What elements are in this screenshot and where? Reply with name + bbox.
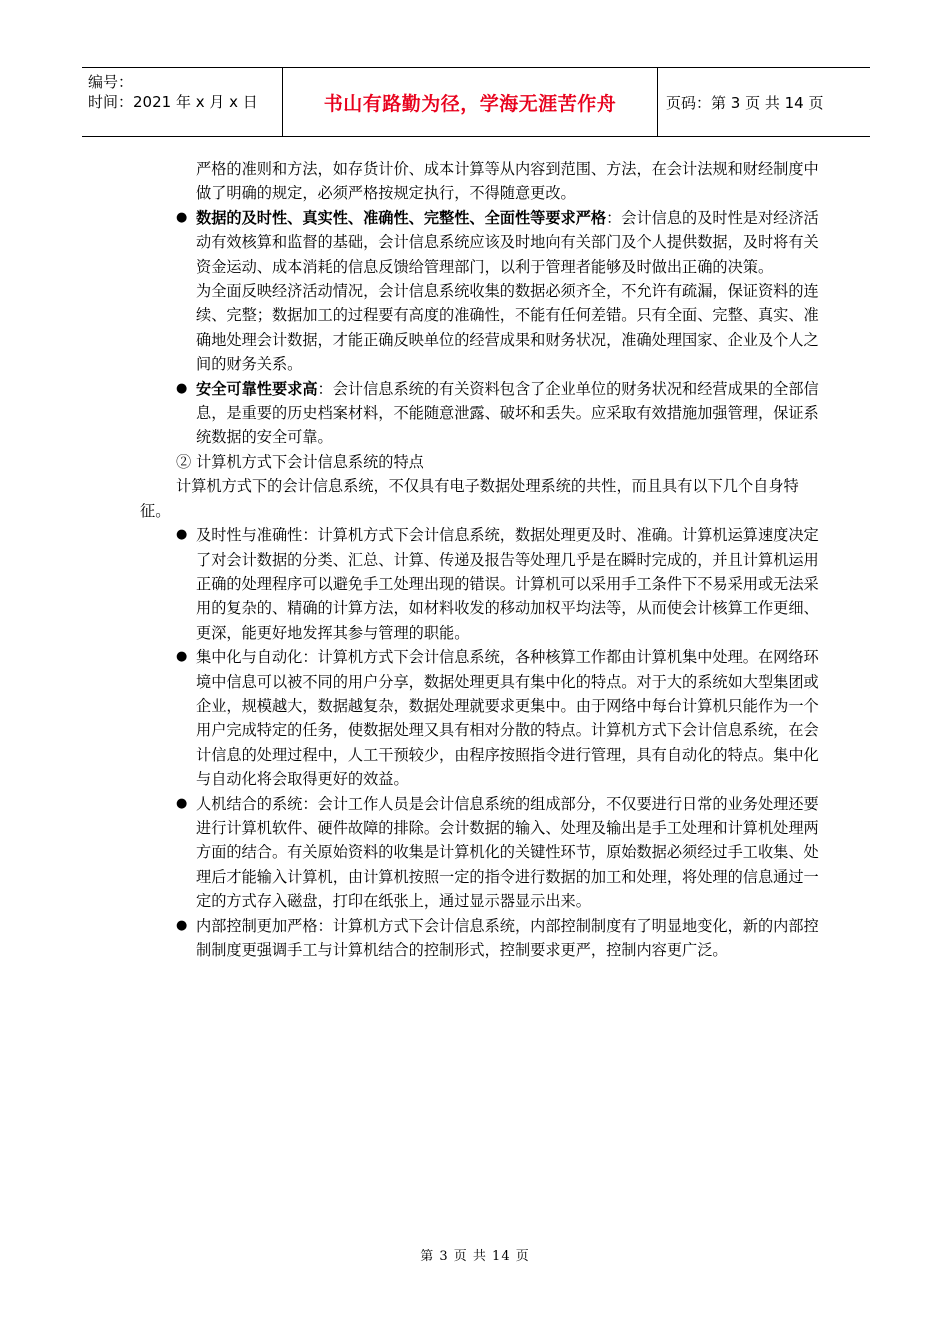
bullet-text: 人机结合的系统：会计工作人员是会计信息系统的组成部分，不仅要进行日常的业务处理还要进行计算机软件、硬件故障的排除。会计数据的输入、处理及输出是手工处理和计算机处理两方面的结合。有关原始资料的收集是计算机化的关键性环节，原始数据必须经过手工收集、处理后才能输入计算机，由计算机按照一定的指令进行数据的加工和处理，将处理的信息通过一定的方式存入磁盘，打印在纸张上，通过显示器显示出来。 [196,794,819,911]
document-number-label: 编号： [88,73,134,91]
bullet-text: ：会计信息的及时性是对经济活动有效核算和监督的基础，会计信息系统应该及时地向有关部门及个人提供数据，及时将有关资金运动、成本消耗的信息反馈给管理部门，以利于管理者能够及时做出正确的决策。 [196,208,819,276]
bullet-icon: ● [176,649,188,665]
document-date-label: 时间：2021 年 x 月 x 日 [88,93,258,111]
paragraph: 计算机方式下的会计信息系统，不仅具有电子数据处理系统的共性，而且具有以下几个自身特征。 [140,477,799,520]
bullet-icon: ● [176,917,188,933]
page-header [82,67,870,137]
page-footer: 第 3 页 共 14 页 [420,1249,530,1264]
header-page-label: 页码：第 3 页 共 14 页 [666,93,824,112]
bullet-text: 及时性与准确性：计算机方式下会计信息系统，数据处理更及时、准确。计算机运算速度决定了对会计数据的分类、汇总、计算、传递及报告等处理几乎是在瞬时完成的，并且计算机运用正确的处理程序可以避免手工处理出现的错误。计算机可以采用手工条件下不易采用或无法采用的复杂的、精确的计算方法，如材料收发的移动加权平均法等，从而使会计核算工作更细、更深，能更好地发挥其参与管理的职能。 [196,526,819,642]
bullet-icon: ● [176,527,188,543]
bullet-item [140,792,820,914]
bullet-item [140,523,820,645]
bullet-item [140,645,820,791]
bullet-lead: 安全可靠性要求高 [196,379,318,398]
paragraph: 严格的准则和方法，如存货计价、成本计算等从内容到范围、方法，在会计法规和财经制度中做了明确的规定，必须严格按规定执行，不得随意更改。 [196,160,819,203]
header-meta [82,68,283,136]
bullet-text: ：会计信息系统的有关资料包含了企业单位的财务状况和经营成果的全部信息，是重要的历史档案材料，不能随意泄露、破坏和丢失。应采取有效措施加强管理，保证系统数据的安全可靠。 [196,379,819,447]
header-motto: 书山有路勤为径，学海无涯苦作舟 [283,68,658,136]
bullet-icon: ● [176,209,188,225]
document-body [140,157,820,962]
bullet-lead: 数据的及时性、真实性、准确性、完整性、全面性等要求严格 [196,208,607,227]
bullet-item [140,914,820,963]
bullet-item [140,377,820,450]
bullet-icon: ● [176,795,188,811]
bullet-text: 集中化与自动化：计算机方式下会计信息系统，各种核算工作都由计算机集中处理。在网络环境中信息可以被不同的用户分享，数据处理更具有集中化的特点。对于大的系统如大型集团或企业，规模越大，数据越复杂，数据处理就要求更集中。由于网络中每台计算机只能作为一个用户完成特定的任务，使数据处理又具有相对分散的特点。计算机方式下会计信息系统，在会计信息的处理过程中，人工干预较少，由程序按照指令进行管理，具有自动化的特点。集中化与自动化将会取得更好的效益。 [196,648,819,789]
bullet-icon: ● [176,380,188,396]
paragraph: 为全面反映经济活动情况，会计信息系统收集的数据必须齐全，不允许有疏漏，保证资料的连续、完整；数据加工的过程要有高度的准确性，不能有任何差错。只有全面、完整、真实、准确地处理会计数据，才能正确反映单位的经营成果和财务状况，准确处理国家、企业及个人之间的财务关系。 [196,282,819,374]
bullet-item [140,206,820,279]
section-heading: ② 计算机方式下会计信息系统的特点 [176,452,424,471]
bullet-text: 内部控制更加严格：计算机方式下会计信息系统，内部控制制度有了明显地变化，新的内部控制制度更强调手工与计算机结合的控制形式，控制要求更严，控制内容更广泛。 [196,916,819,959]
